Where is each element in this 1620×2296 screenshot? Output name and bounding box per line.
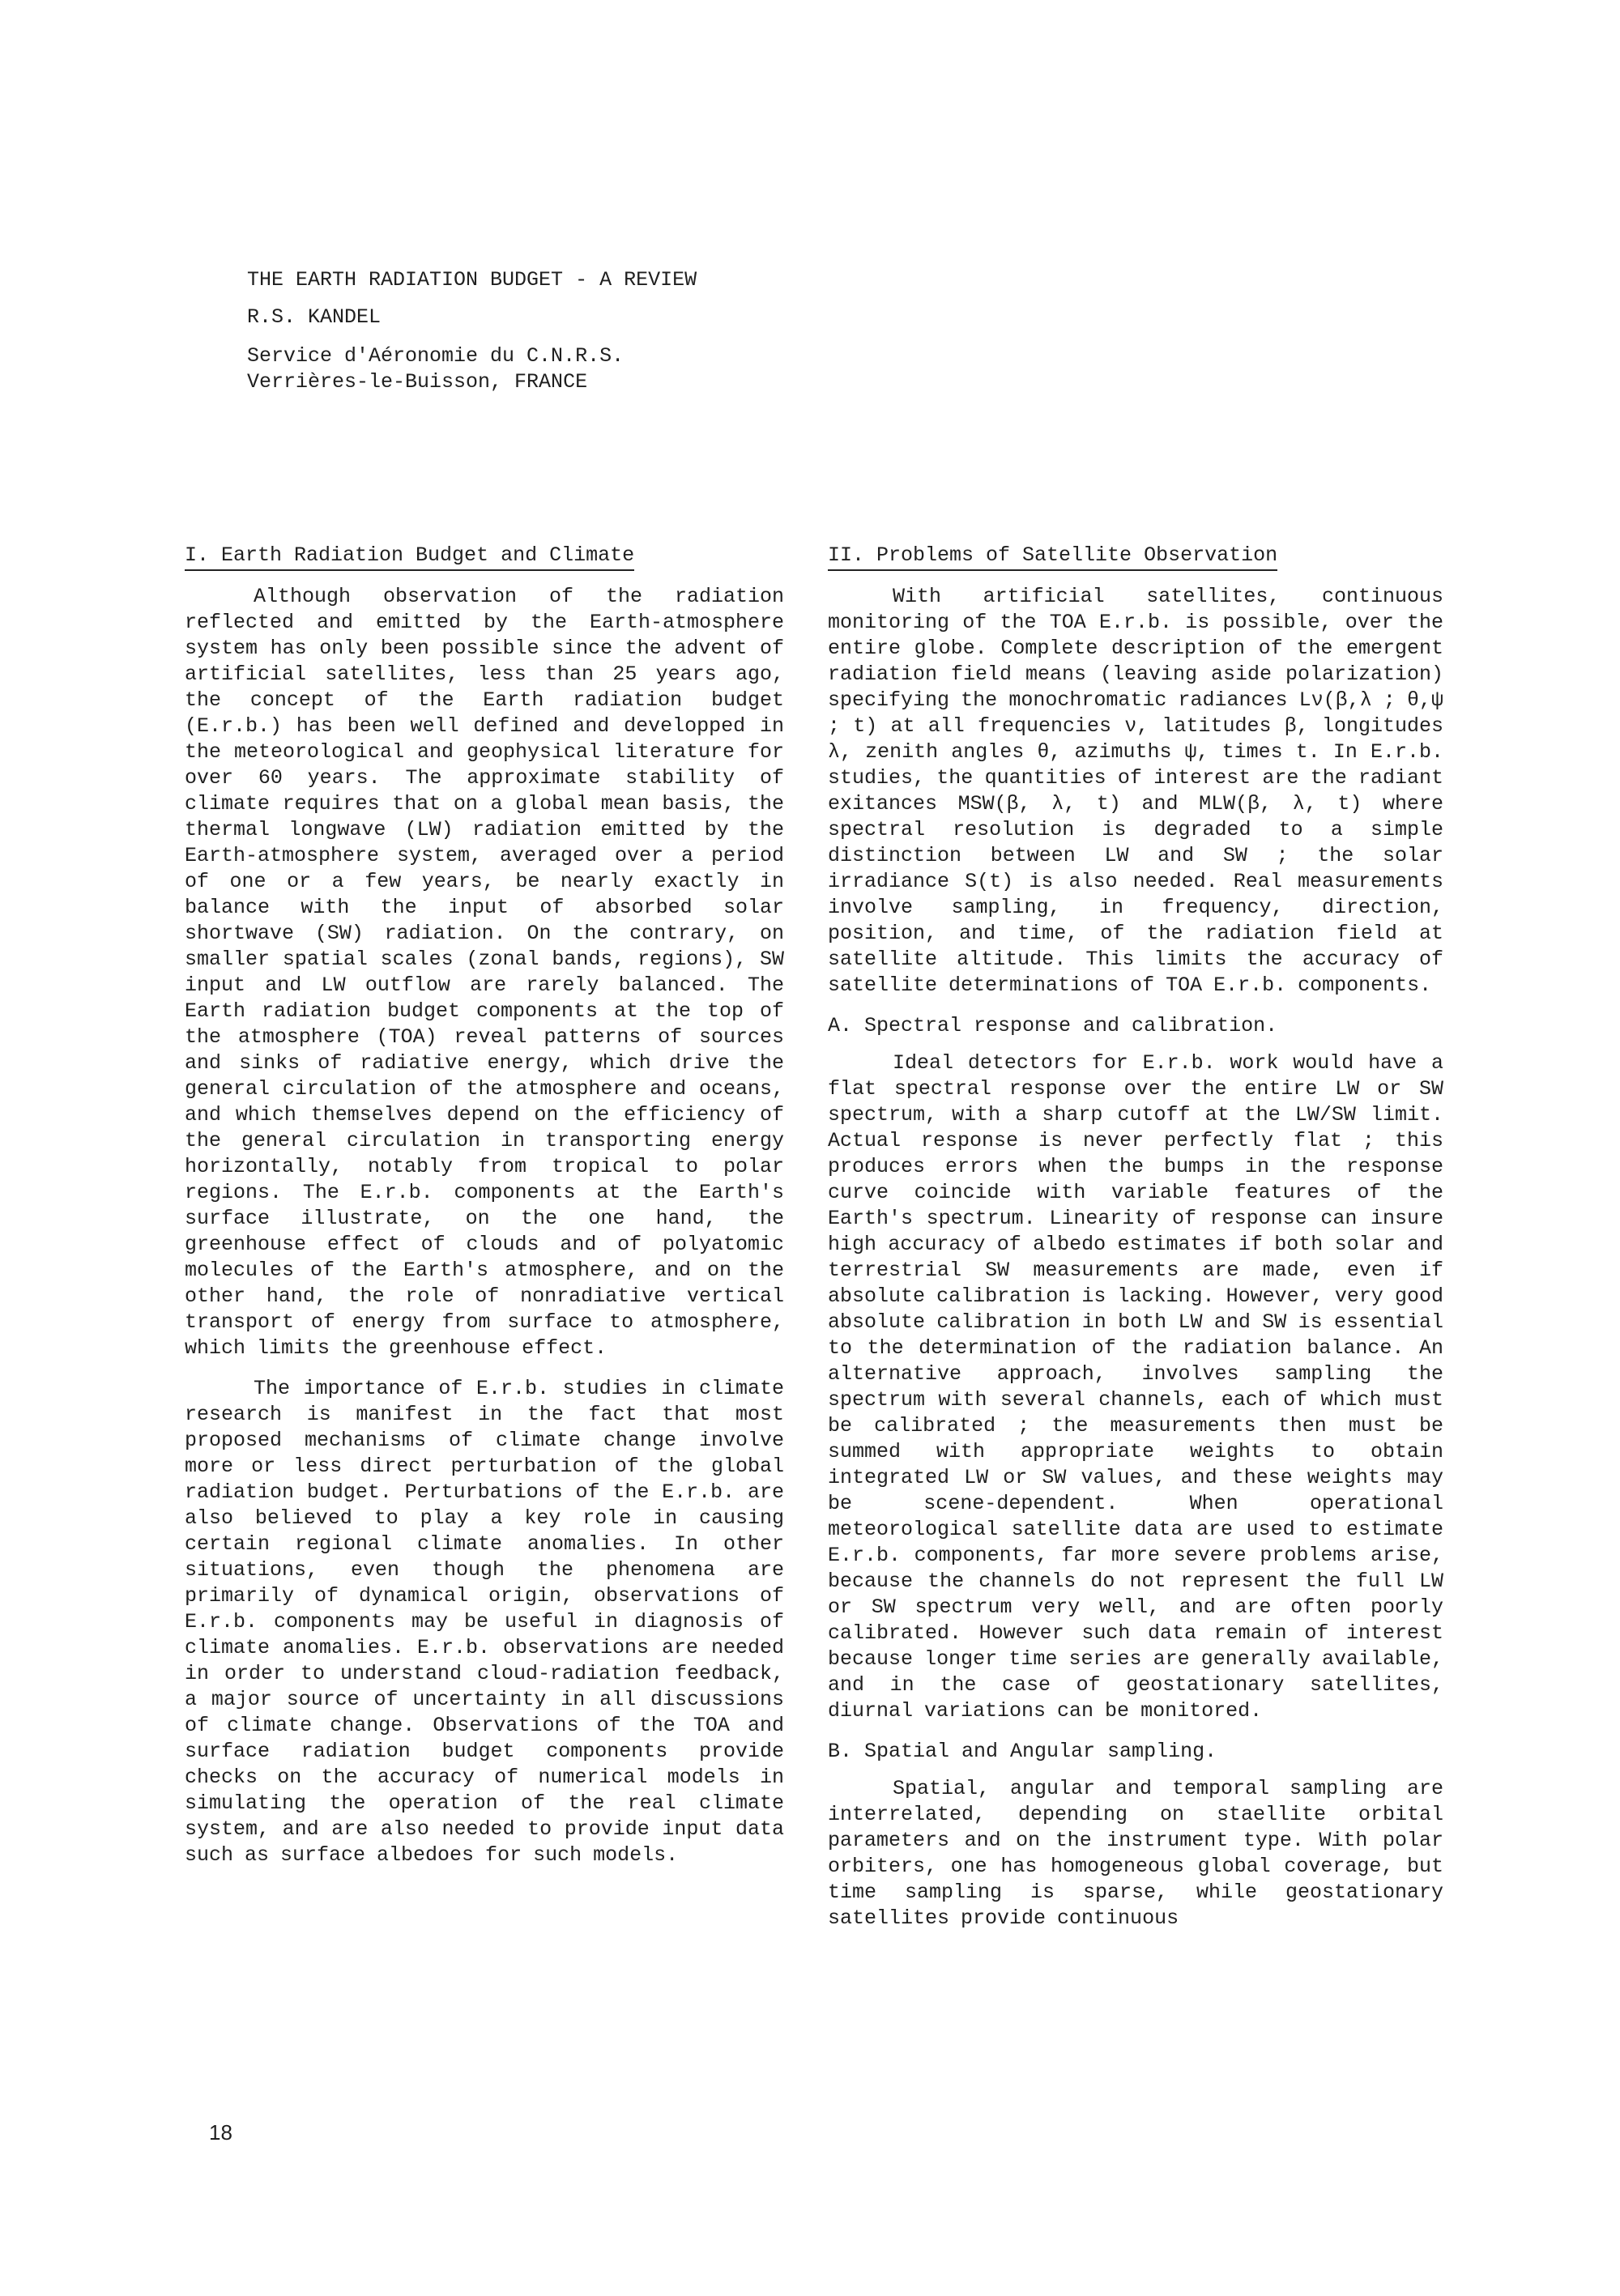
affiliation-line-2: Verrières-le-Buisson, FRANCE <box>247 370 588 394</box>
article-header <box>247 267 976 395</box>
affiliation-line-1: Service d'Aéronomie du C.N.R.S. <box>247 344 625 368</box>
section-heading-1: I. Earth Radiation Budget and Climate <box>185 543 634 571</box>
page-number: 18 <box>209 2120 232 2145</box>
article-title: THE EARTH RADIATION BUDGET - A REVIEW <box>247 268 697 292</box>
left-column <box>185 543 784 1883</box>
right-paragraph-1: With artificial satellites, continuous monitoring of the TOA E.r.b. is possible, over the entire globe. Complete description of the emergent radiation field means (leaving aside polarization) specifying the monochromatic radiances Lν(β,λ ; θ,ψ ; t) at all frequencies ν, latitudes β, longitudes λ, zenith angles θ, azimuths ψ, times t. In E.r.b. studies, the quantities of interest are the radiant exitances MSW(β, λ, t) and MLW(β, λ, t) where spectral resolution is degraded to a simple distinction between LW and SW ; the solar irradiance S(t) is also needed. Real measurements involve sampling, in frequency, direction, position, and time, of the radiation field at satellite altitude. This limits the accuracy of satellite determinations of TOA E.r.b. components. <box>828 585 1443 997</box>
right-paragraph-2: Ideal detectors for E.r.b. work would have a flat spectral response over the entire LW or SW spectrum, with a sharp cutoff at the LW/SW limit. Actual response is never perfectly flat ; this produces errors when the bumps in the response curve coincide with variable features of the Earth's spectrum. Linearity of response can insure high accuracy of albedo estimates if both solar and terrestrial SW measurements are made, even if absolute calibration is lacking. However, very good absolute calibration in both LW and SW is essential to the determination of the radiation balance. An alternative approach, involves sampling the spectrum with several channels, each of which must be calibrated ; the measurements then must be summed with appropriate weights to obtain integrated LW or SW values, and these weights may be scene-dependent. When operational meteorological satellite data are used to estimate E.r.b. components, far more severe problems arise, because the channels do not represent the full LW or SW spectrum very well, and are often poorly calibrated. However such data remain of interest because longer time series are generally available, and in the case of geostationary satellites, diurnal variations can be monitored. <box>828 1051 1443 1723</box>
left-paragraph-1: Although observation of the radiation reflected and emitted by the Earth-atmosphere system has only been possible since the advent of artificial satellites, less than 25 years ago, the concept of the Earth radiation budget (E.r.b.) has been well defined and developped in the meteorological and geophysical literature for over 60 years. The approximate stability of climate requires that on a global mean basis, the thermal longwave (LW) radiation emitted by the Earth-atmosphere system, averaged over a period of one or a few years, be nearly exactly in balance with the input of absorbed solar shortwave (SW) radiation. On the contrary, on smaller spatial scales (zonal bands, regions), SW input and LW outflow are rarely balanced. The Earth radiation budget components at the top of the atmosphere (TOA) reveal patterns of sources and sinks of radiative energy, which drive the general circulation of the atmosphere and oceans, and which themselves depend on the efficiency of the general circulation in transporting energy horizontally, notably from tropical to polar regions. The E.r.b. components at the Earth's surface illustrate, on the one hand, the greenhouse effect of clouds and of polyatomic molecules of the Earth's atmosphere, and on the other hand, the role of nonradiative vertical transport of energy from surface to atmosphere, which limits the greenhouse effect. <box>185 585 784 1360</box>
left-paragraph-2: The importance of E.r.b. studies in climate research is manifest in the fact that most proposed mechanisms of climate change involve more or less direct perturbation of the global radiation budget. Perturbations of the E.r.b. are also believed to play a key role in causing certain regional climate anomalies. In other situations, even though the phenomena are primarily of dynamical origin, observations of E.r.b. components may be useful in diagnosis of climate anomalies. E.r.b. observations are needed in order to understand cloud-radiation feedback, a major source of uncertainty in all discussions of climate change. Observations of the TOA and surface radiation budget components provide checks on the accuracy of numerical models in simulating the operation of the real climate system, and are also needed to provide input data such as surface albedoes for such models. <box>185 1377 784 1867</box>
article-author: R.S. KANDEL <box>247 305 382 329</box>
right-column <box>828 543 1443 1946</box>
section-heading-2: II. Problems of Satellite Observation <box>828 543 1277 571</box>
subsection-heading-a: A. Spectral response and calibration. <box>828 1014 1278 1037</box>
right-paragraph-3: Spatial, angular and temporal sampling are interrelated, depending on staellite orbital parameters and on the instrument type. With polar orbiters, one has homogeneous global coverage, but time sampling is sparse, while geostationary satellites provide continuous <box>828 1777 1443 1930</box>
subsection-heading-b: B. Spatial and Angular sampling. <box>828 1740 1217 1763</box>
